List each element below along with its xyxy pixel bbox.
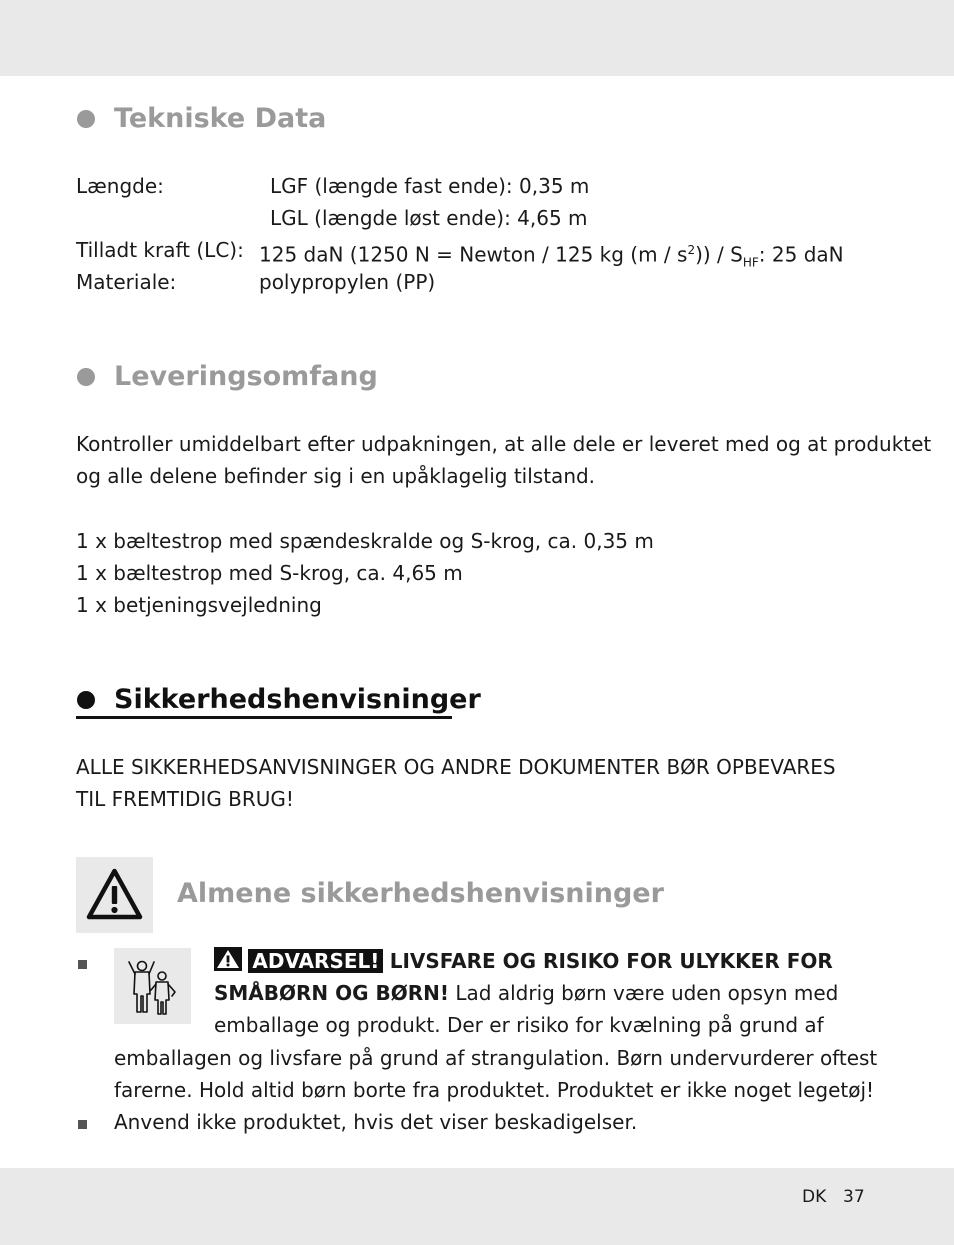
title-underline (76, 716, 452, 719)
warning-text-line: emballage og produkt. Der er risiko for kvælning på grund af (214, 1013, 824, 1037)
list-item: 1 x bæltestrop med spændeskralde og S-krog, ca. 0,35 m (76, 529, 654, 553)
safety-bullet-text: Anvend ikke produktet, hvis det viser beskadigelser. (114, 1110, 638, 1134)
length-label: Længde: (76, 174, 164, 198)
warning-text-line: emballagen og livsfare på grund af strangulation. Børn undervurderer oftest (114, 1046, 878, 1070)
section-bullet (77, 691, 95, 709)
section-title-safety: Sikkerhedshenvisninger (114, 684, 481, 715)
material-value: polypropylen (PP) (259, 270, 436, 294)
delivery-intro-line: og alle delene befinder sig i en upåklagelig tilstand. (76, 464, 596, 488)
warning-heading: LIVSFARE OG RISIKO FOR ULYKKER FOR (389, 949, 833, 973)
delivery-intro-line: Kontroller umiddelbart efter udpakningen, at alle dele er leveret med og at produktet (76, 432, 932, 456)
list-item: 1 x betjeningsvejledning (76, 593, 322, 617)
safety-notice-line: ALLE SIKKERHEDSANVISNINGER OG ANDRE DOKUMENTER BØR OPBEVARES (76, 755, 836, 779)
children-icon-box (114, 948, 191, 1024)
bullet-square (78, 1120, 87, 1129)
lgl-value: LGL (længde løst ende): 4,65 m (270, 206, 588, 230)
force-value: 125 daN (1250 N = Newton / 125 kg $(m / s^2)) / S_{HF}$: 25 daN (259, 242, 844, 270)
children-hazard-icon (114, 948, 191, 1024)
warning-heading-line (214, 945, 833, 977)
section-bullet (77, 110, 95, 128)
bullet-square (78, 960, 87, 969)
section-title-delivery: Leveringsomfang (114, 361, 378, 392)
warning-triangle-icon (76, 857, 153, 933)
warning-text-line: farerne. Hold altid børn borte fra produktet. Produktet er ikke noget legetøj! (114, 1078, 875, 1102)
footer-lang: DK (802, 1187, 827, 1207)
warning-triangle-icon (214, 947, 242, 971)
section-bullet (77, 368, 95, 386)
subsection-title-general: Almene sikkerhedshenvisninger (177, 878, 664, 909)
warning-badge: ADVARSEL! (248, 949, 383, 973)
header-band (0, 0, 954, 76)
list-item: 1 x bæltestrop med S-krog, ca. 4,65 m (76, 561, 463, 585)
safety-notice-line: TIL FREMTIDIG BRUG! (76, 787, 294, 811)
material-label: Materiale: (76, 270, 177, 294)
page-number: 37 (843, 1187, 865, 1207)
lgf-value: LGF (længde fast ende): 0,35 m (270, 174, 590, 198)
force-label: Tilladt kraft (LC): (76, 238, 244, 262)
warning-text-line: SMÅBØRN OG BØRN! Lad aldrig børn være uden opsyn med (214, 981, 839, 1005)
section-title-tech: Tekniske Data (114, 103, 327, 134)
warning-icon-box (76, 857, 153, 933)
